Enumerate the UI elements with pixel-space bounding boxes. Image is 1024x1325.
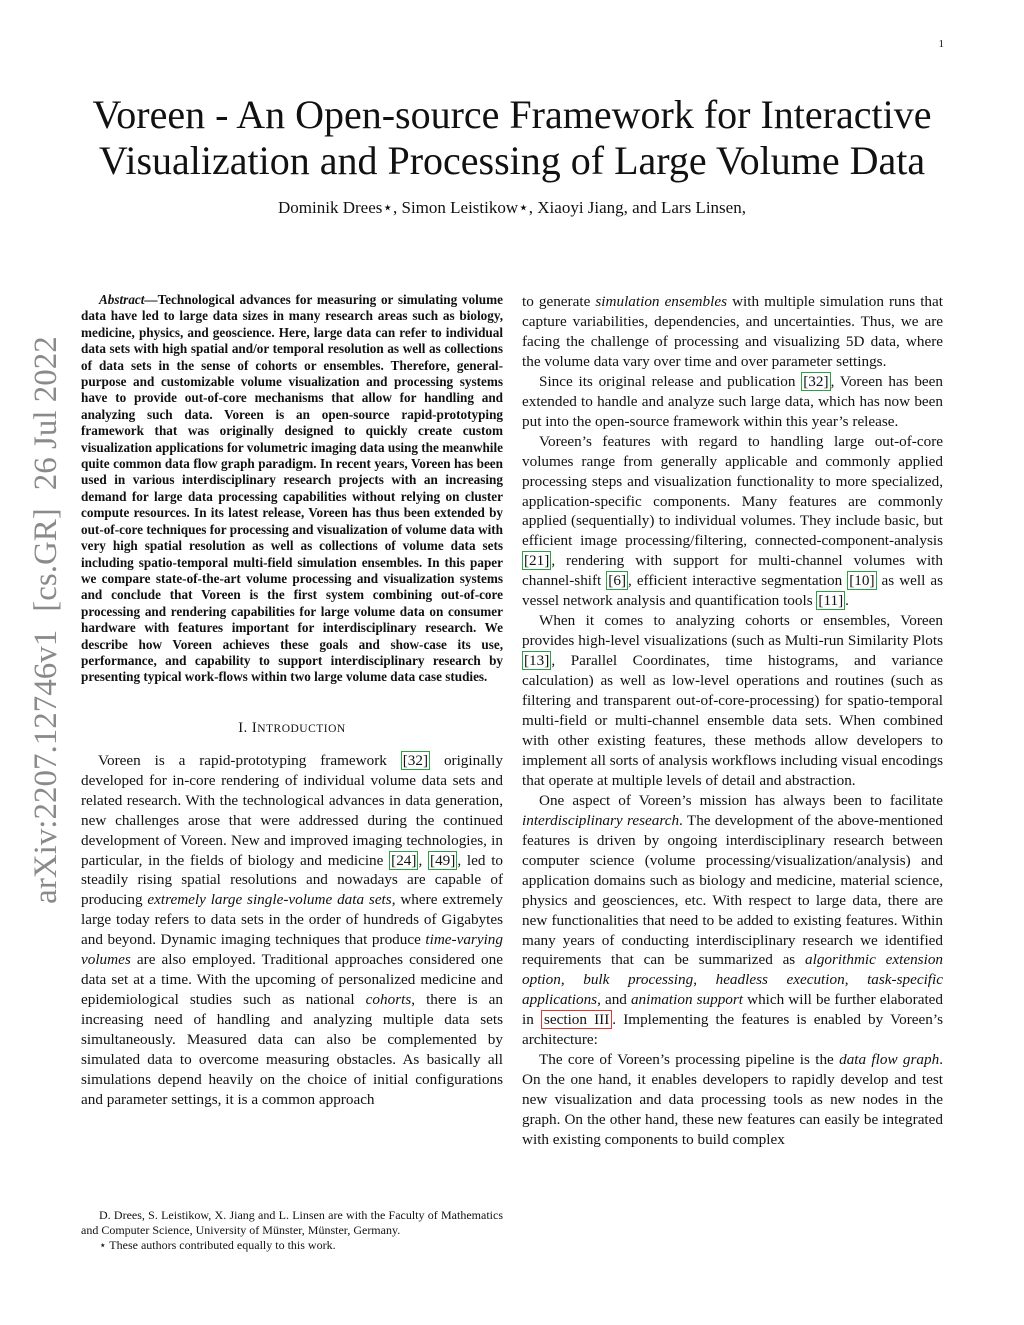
intro-paragraph-4: When it comes to analyzing cohorts or ensembles, Voreen provides high-level visualizations (such as Multi-run Similarity Plots [13] , Parallel Coordinates, time histograms, and variance calculation) as well as low-level operations and routines (such as filtering and transparent out-of-core-processing) for spatio-temporal multi-field or multi-channel ensemble data sets. When combined with other existing features, these methods allow developers to implement all sorts of analysis workflows including visual encodings that operate at multiple levels of detail and abstraction. [522, 612, 943, 789]
citation-link-32[interactable]: [32] [803, 372, 829, 390]
abstract-label: Abstract— [99, 292, 158, 307]
section-title-first-letter: I [251, 719, 258, 736]
intro-paragraph-continued: to generate simulation ensembles with multiple simulation runs that capture variabilities, dependencies, and uncertainties. Thus, we are facing the challenge of processing and visualizing 5D data, where the volume data vary over time and over parameter settings. [522, 293, 943, 370]
intro-paragraph-6: The core of Voreen’s processing pipeline is the data flow graph. On the one hand, it enables developers to rapidly develop and test new visualization and data processing tools as new nodes in the graph. On the other hand, these new features can easily be integrated with existing components to build complex [522, 1051, 943, 1149]
author-list: Dominik Drees⋆, Simon Leistikow⋆, Xiaoyi Jiang, and Lars Linsen, [278, 198, 746, 217]
citation-link-10[interactable]: [10] [849, 572, 875, 590]
footnote [81, 1208, 503, 1253]
paper-title: Voreen - An Open-source Framework for Interactive Visualization and Processing of Large Volume Data [92, 92, 932, 183]
right-column [522, 292, 943, 1150]
citation-link-13[interactable]: [13] [524, 652, 550, 670]
abstract [81, 292, 503, 686]
citation-link-11[interactable]: [11] [818, 592, 844, 610]
section-number: I. [238, 719, 248, 736]
footnote-equal-contribution: ⋆ These authors contributed equally to this work. [99, 1238, 336, 1252]
footnote-affiliation: D. Drees, S. Leistikow, X. Jiang and L. Linsen are with the Faculty of Mathematics and Computer Science, University of Münster, Münster, Germany. [81, 1208, 503, 1237]
section-heading-introduction [81, 720, 503, 737]
citation-link-24[interactable]: [24] [391, 851, 417, 869]
abstract-text: Technological advances for measuring or simulating volume data have led to large data sizes in many research areas such as biology, medicine, physics, and geoscience. Here, large data can refer to individual data sets with high spatial and/or temporal resolution as well as collections of data sets in the sense of cohorts or ensembles. Therefore, general-purpose and customizable volume visualization and processing systems have to provide out-of-core mechanisms that allow for handling and analyzing such data. Voreen is an open-source rapid-prototyping framework that was originally designed to quickly create custom visualization applications for volumetric imaging data using the meanwhile quite common data flow graph paradigm. In recent years, Voreen has been used in various interdisciplinary research projects with an increasing demand for large data processing capabilities without relying on cluster compute resources. In its latest release, Voreen has thus been extended by out-of-core techniques for processing and visualization of volume data with very high spatial resolution as well as collections of volume data sets including spatio-temporal multi-field simulation ensembles. In this paper we compare state-of-the-art volume processing and visualization systems and conclude that Voreen is the first system combining out-of-core processing and rendering capabilities for large volume data on consumer hardware with features important for interdisciplinary research. We describe how Voreen achieves these goals and show-case its use, performance, and capability to support interdisciplinary research by presenting typical work-flows within two large volume data case studies. [81, 292, 503, 685]
citation-link-49[interactable]: [49] [430, 851, 456, 869]
citation-link-21[interactable]: [21] [524, 552, 550, 570]
left-column [81, 292, 503, 1110]
intro-paragraph-3: Voreen’s features with regard to handling large out-of-core volumes range from generally applicable and commonly applied processing steps and visualization functionality to more specialized, application-specific components. Many features are commonly applied (sequentially) to individual volumes. They include basic, but efficient image processing/filtering, connected-component-analysis [21] , rendering with support for multi-channel volumes with channel-shift [6] , efficient interactive segmentation [10] as well as vessel network analysis and quantification tools [11] . [522, 432, 943, 610]
page-number: 1 [938, 38, 944, 50]
intro-paragraph-2: Since its original release and publication [32] , Voreen has been extended to handle and analyze such large data, which has now been put into the open-source framework within this year’s release. [522, 372, 943, 430]
intro-paragraph-1: Voreen is a rapid-prototyping framework [32] originally developed for in-core rendering of individual volume data sets and related research. With the technological advances in data generation, new challenges arose that were addressed during the continued development of Voreen. New and improved imaging technologies, in particular, in the fields of biology and medicine [24] , [49] , led to steadily rising spatial resolutions and nowadays are capable of producing extremely large single-volume data sets, where extremely large today refers to data sets in the order of hundreds of Gigabytes and beyond. Dynamic imaging techniques that produce time-varying volumes are also employed. Traditional approaches considered one data set at a time. With the upcoming of personalized medicine and epidemiological studies such as national cohorts, there is an increasing need of handling and analyzing multiple data sets simultaneously. Measured data can also be complemented by simulated data to overcome measuring obstacles. As basically all simulations depend heavily on the choice of initial configurations and parameter settings, it is a common approach [81, 751, 504, 1108]
intro-paragraph-5: One aspect of Voreen’s mission has always been to facilitate interdisciplinary research. The development of the above-mentioned features is driven by ongoing interdisciplinary research between computer science (volume processing/visualization/analysis) and application domains such as biology and medicine, material science, physics and geosciences, etc. With respect to large data, there are new functionalities that need to be added to existing features. Within many years of conducting interdisciplinary research we identified requirements that can be summarized as algorithmic extension option, bulk processing, headless execution, task-specific applications, and animation support which will be further elaborated in section III . Implementing the features is enabled by Voreen’s architecture: [522, 791, 944, 1049]
section-reference-link[interactable]: section III [541, 1010, 612, 1029]
citation-link-6[interactable]: [6] [608, 572, 627, 590]
citation-link-32[interactable]: [32] [402, 751, 429, 769]
section-title-rest: NTRODUCTION [257, 722, 346, 735]
